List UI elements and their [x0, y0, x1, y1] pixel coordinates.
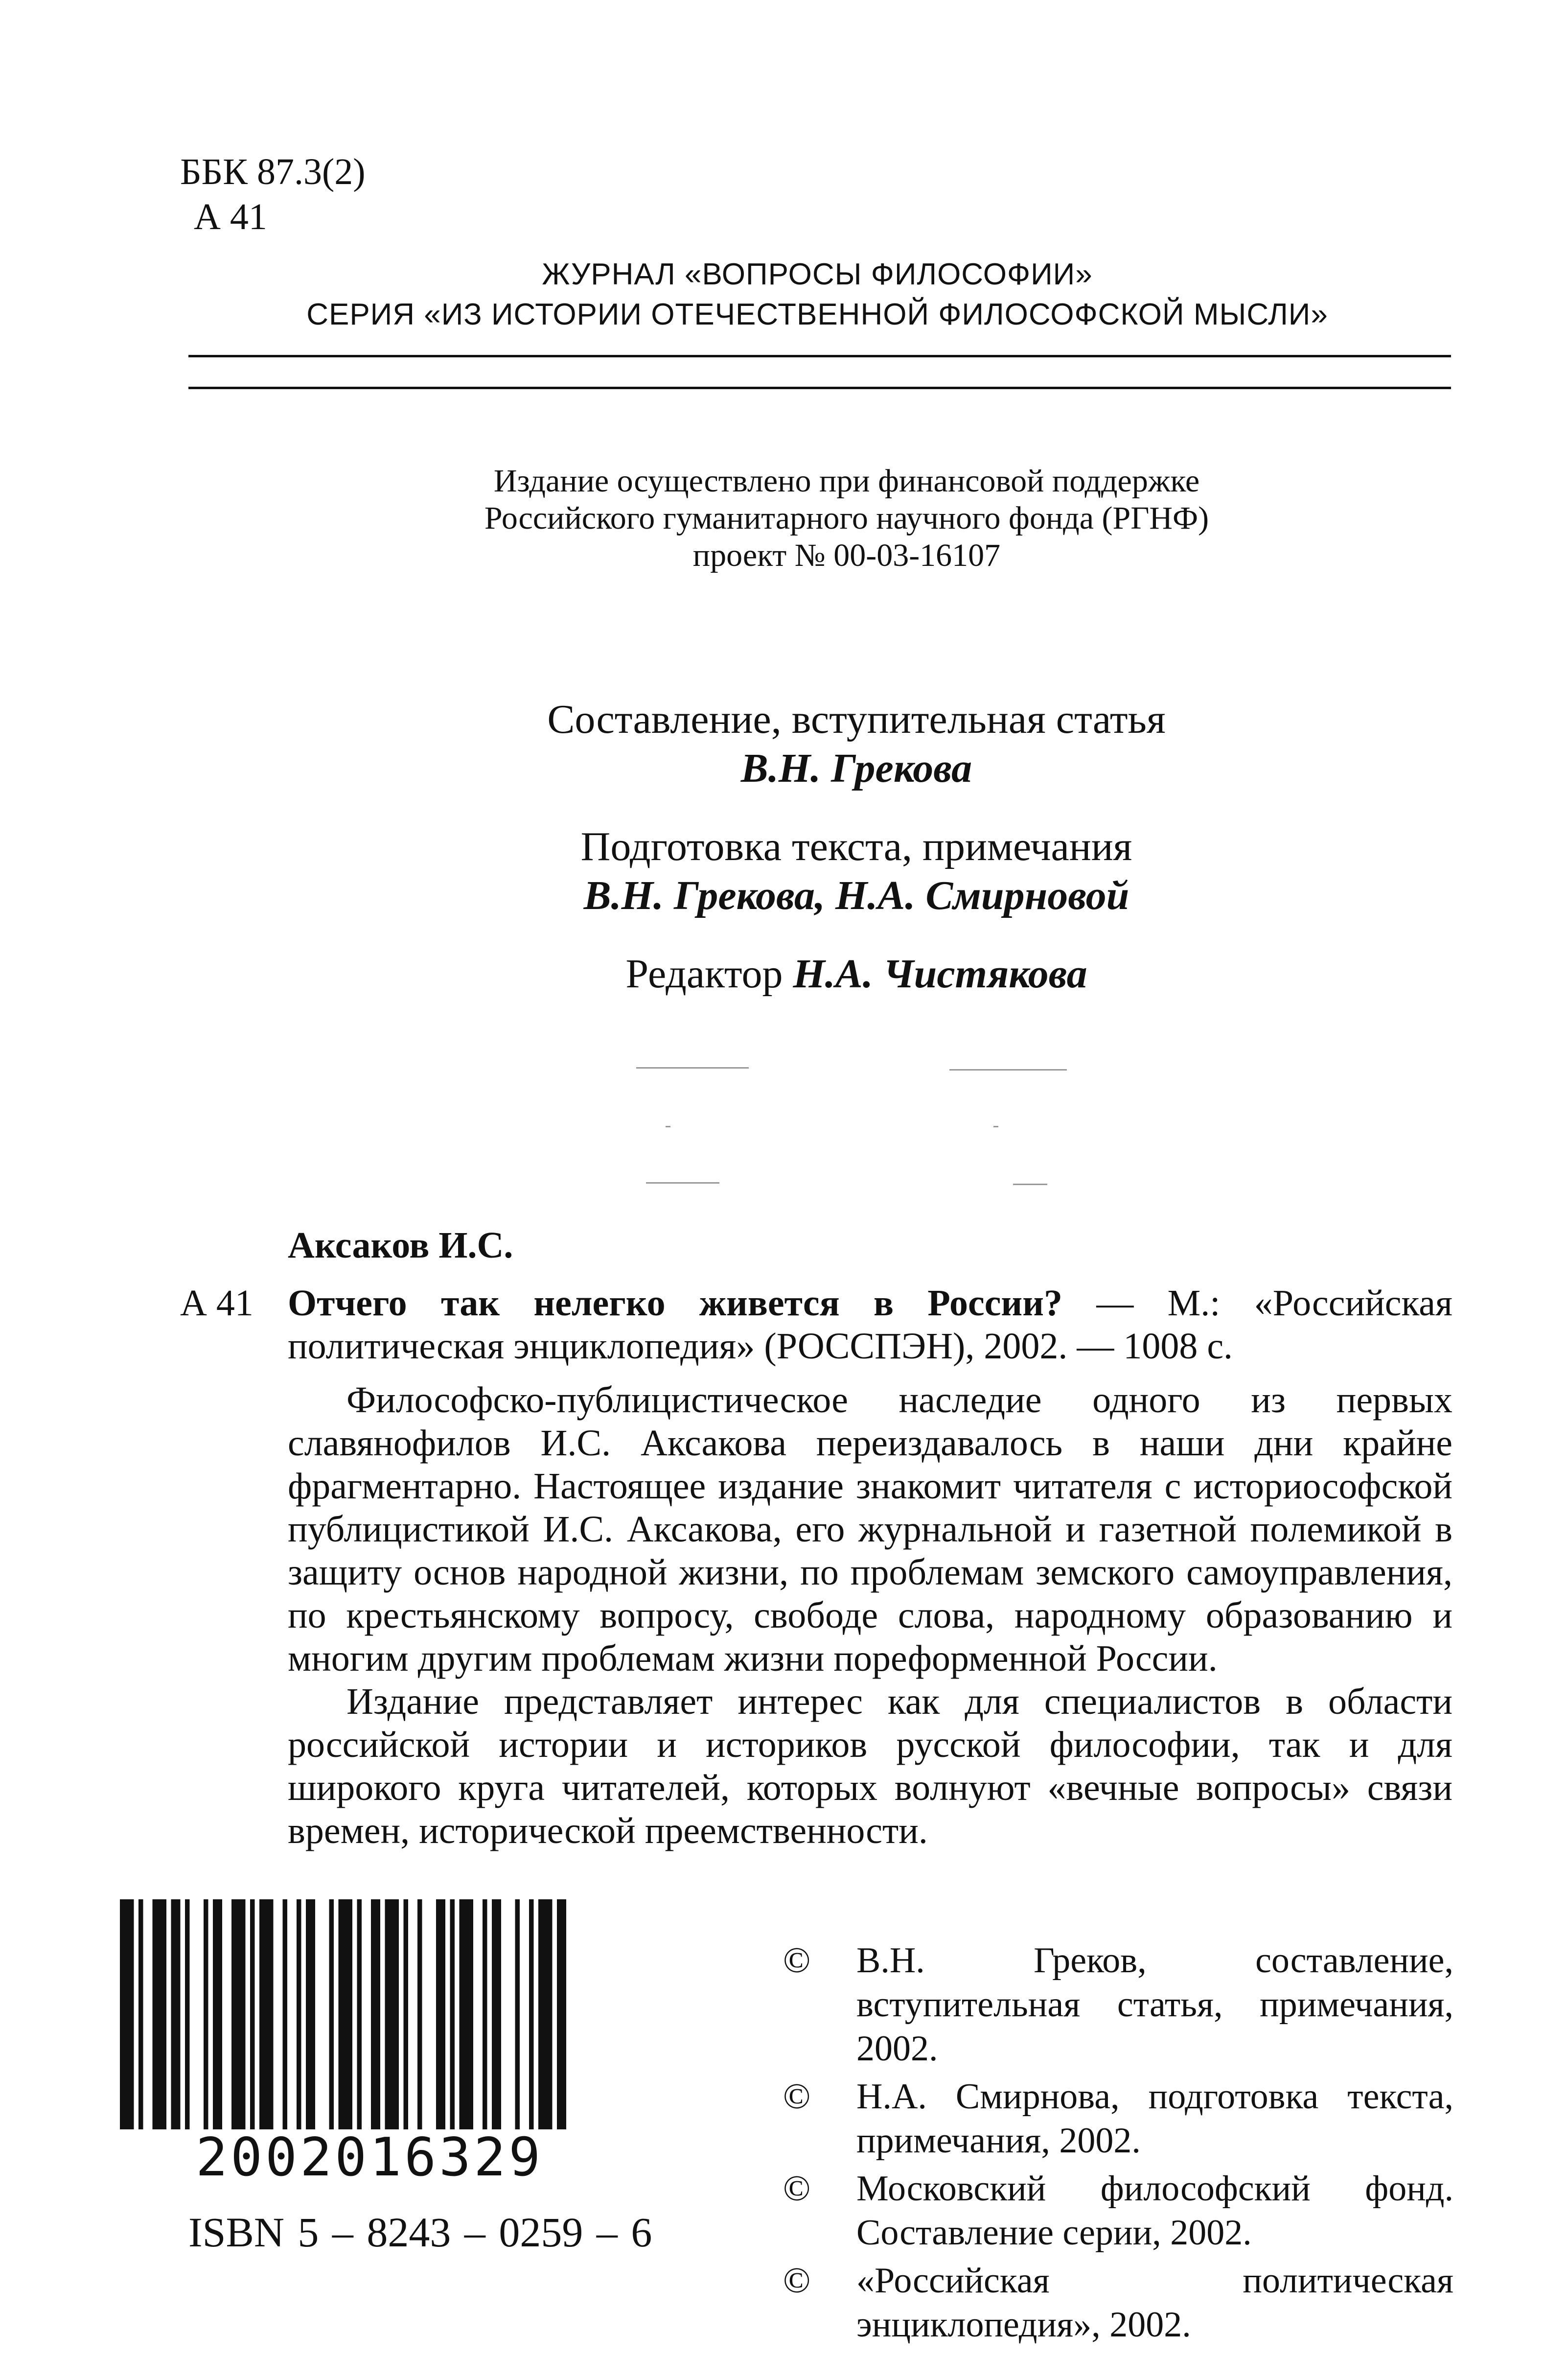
copyright-icon: ©	[783, 1940, 811, 1981]
isbn: ISBN 5 – 8243 – 0259 – 6	[188, 2209, 652, 2256]
barcode-bar	[185, 1899, 190, 2129]
copyright-item	[783, 2167, 1453, 2255]
barcode-bar	[259, 1899, 274, 2129]
barcode-bar	[385, 1899, 399, 2129]
barcode-bar	[417, 1899, 422, 2129]
barcode-bar	[436, 1899, 445, 2129]
barcode-bar	[171, 1899, 181, 2129]
record-title-main: Отчего так нелегко живется в России?	[288, 1283, 1062, 1324]
preparation-label: Подготовка текста, примечания	[580, 824, 1132, 869]
funding-line-3: проект № 00-03-16107	[692, 537, 1001, 573]
preparation-names: В.Н. Грекова, Н.А. Смирновой	[583, 873, 1129, 918]
divider-rule-bottom	[188, 387, 1451, 389]
barcode-bar	[460, 1899, 474, 2129]
bbk-code: ББК 87.3(2)	[180, 151, 366, 192]
barcode	[120, 1899, 634, 2129]
barcode-bar	[483, 1899, 487, 2129]
credits-block	[392, 695, 1321, 999]
barcode-bar	[538, 1899, 553, 2129]
funding-note	[294, 463, 1400, 574]
editor-label: Редактор	[625, 951, 783, 997]
record-author: Аксаков И.С.	[288, 1225, 513, 1266]
barcode-bar	[529, 1899, 534, 2129]
copyright-icon: ©	[783, 2261, 811, 2301]
editor-name: Н.А. Чистякова	[793, 951, 1087, 997]
copyright-item	[783, 1938, 1453, 2071]
copyright-block	[783, 1938, 1453, 2351]
copyright-text: В.Н. Греков, составление, вступительная статья, примечания, 2002.	[856, 1940, 1453, 2069]
barcode-bar	[492, 1899, 501, 2129]
barcode-bar	[357, 1899, 362, 2129]
barcode-bar	[297, 1899, 301, 2129]
compilation-label: Составление, вступительная статья	[547, 697, 1166, 742]
barcode-bar	[450, 1899, 455, 2129]
barcode-bar	[231, 1899, 246, 2129]
copyright-text: Московский философский фонд. Составление серии, 2002.	[856, 2169, 1453, 2253]
record-index: А 41	[180, 1283, 253, 1324]
funding-line-1: Издание осуществлено при финансовой поддержке	[493, 463, 1200, 499]
funding-line-2: Российского гуманитарного научного фонда (РГНФ)	[484, 500, 1209, 536]
barcode-bar	[557, 1899, 566, 2129]
copyright-text: Н.А. Смирнова, подготовка текста, примечания, 2002.	[856, 2077, 1453, 2161]
bibliographic-record	[180, 1224, 1452, 1852]
barcode-digits: 2002016329	[196, 2127, 544, 2188]
copyright-item	[783, 2075, 1453, 2163]
barcode-bar	[204, 1899, 208, 2129]
divider-rule-top	[188, 355, 1451, 357]
barcode-bar	[329, 1899, 334, 2129]
barcode-bar	[515, 1899, 520, 2129]
copyright-text: «Российская политическая энциклопедия», 2002.	[856, 2261, 1453, 2345]
barcode-bar	[120, 1899, 134, 2129]
record-imprint: — М.: «Российская политическая энциклопедия» (РОССПЭН), 2002. — 1008 с.	[288, 1283, 1452, 1367]
copyright-icon: ©	[783, 2169, 811, 2209]
series-block	[186, 255, 1449, 335]
barcode-bar	[213, 1899, 222, 2129]
annotation	[288, 1378, 1452, 1852]
barcode-bar	[250, 1899, 255, 2129]
annotation-paragraph-2: Издание представляет интерес как для специалистов в области российской истории и историков русской философии, так и для широкого круга читателей, которых волнуют «вечные вопросы» связи времен, исторической преемственности.	[288, 1681, 1452, 1851]
annotation-paragraph-1: Философско-публицистическое наследие одного из первых славянофилов И.С. Аксакова переиздавалось в наши дни крайне фрагментарно. Настоящее издание знакомит читателя с историософской публицистикой И.С. Аксакова, его журнальной и газетной полемикой в защиту основ народной жизни, по проблемам земского самоуправления, по крестьянскому вопросу, свободе слова, народному образованию и многим другим проблемам жизни пореформенной России.	[288, 1379, 1452, 1679]
barcode-bar	[339, 1899, 353, 2129]
barcode-bar	[371, 1899, 380, 2129]
record-title	[288, 1282, 1452, 1368]
classification-codes	[180, 149, 366, 239]
author-mark: А 41	[194, 196, 267, 237]
series-title: СЕРИЯ «ИЗ ИСТОРИИ ОТЕЧЕСТВЕННОЙ ФИЛОСОФСКОЙ МЫСЛИ»	[306, 298, 1328, 331]
record-title-row	[180, 1282, 1452, 1368]
editor-line	[392, 950, 1321, 999]
compilation-name: В.Н. Грекова	[740, 746, 972, 791]
scan-specks	[636, 1057, 1077, 1194]
journal-title: ЖУРНАЛ «ВОПРОСЫ ФИЛОСОФИИ»	[542, 257, 1093, 291]
barcode-bar	[306, 1899, 315, 2129]
barcode-bar	[404, 1899, 409, 2129]
barcode-bar	[283, 1899, 288, 2129]
barcode-bar	[153, 1899, 167, 2129]
copyright-icon: ©	[783, 2077, 811, 2117]
copyright-item	[783, 2259, 1453, 2347]
barcode-bar	[138, 1899, 143, 2129]
